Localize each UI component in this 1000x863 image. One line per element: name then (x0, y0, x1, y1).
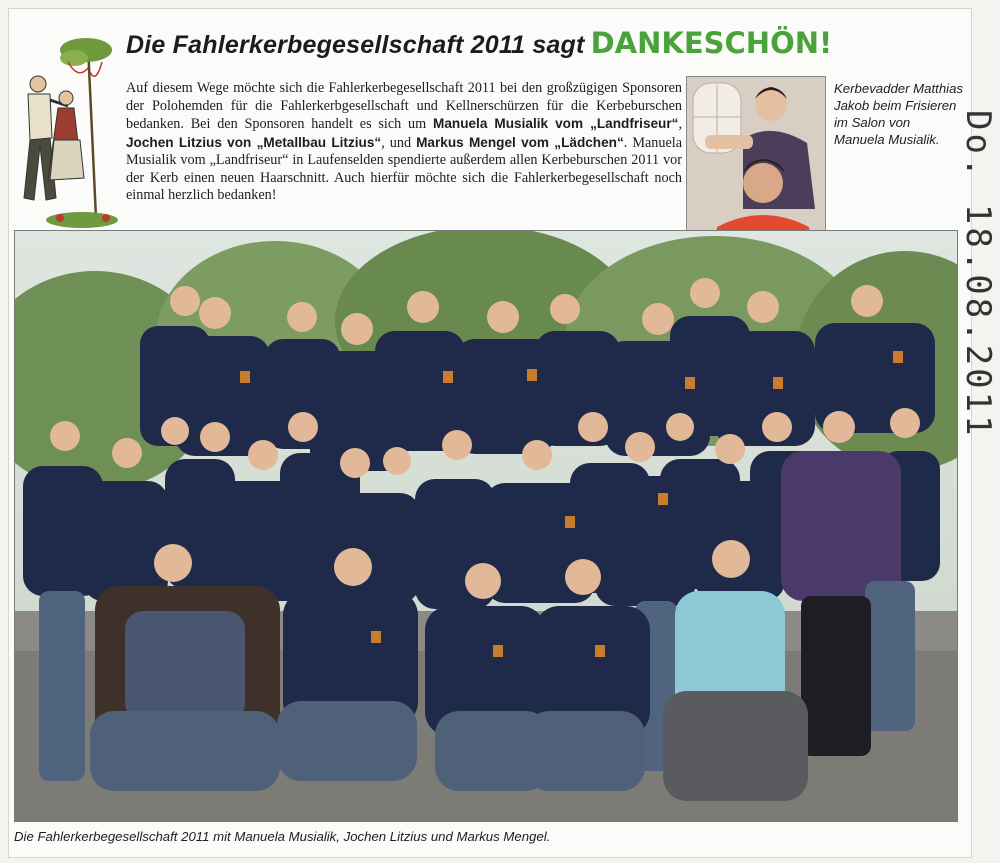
inset-caption: Kerbevadder Matthias Jakob beim Frisieren im Salon von Manuela Musialik. (834, 81, 964, 147)
kerb-dancers-logo (10, 28, 120, 228)
handwritten-date-text: Do. 18.08.2011 (958, 110, 998, 439)
article-rest: . Manuela Musialik vom „Landfriseur“ in Laufenselden spendierte außerdem allen Kerbeburschen 2011 vor der Kerb einen neuen Haarschnitt. Auch hierfür möchte sich die Fahlerkerbegesellschaft noch einmal herzlich bedanken! (126, 134, 682, 203)
handwritten-date (958, 110, 1000, 510)
headline-accent: DANKESCHÖN! (590, 26, 833, 60)
photo-caption: Die Fahlerkerbegesellschaft 2011 mit Manuela Musialik, Jochen Litzius und Markus Mengel. (14, 829, 551, 844)
sponsor-laedchen: Markus Mengel vom „Lädchen“ (416, 134, 624, 150)
separator: , und (381, 134, 417, 151)
sponsor-metallbau: Jochen Litzius von „Metallbau Litzius“ (126, 134, 382, 150)
article-intro: Auf diesem Wege möchte sich die Fahlerkerbegesellschaft 2011 bei den großzügigen Sponsoren der Polohemden für die Fahlerkerbgesellschaft und Kellnerschürzen für die Kerbeburschen bedanken. Bei den Sponsoren handelt es sich um (126, 80, 682, 132)
separator: , (678, 116, 682, 132)
sponsor-landfriseur: Manuela Musialik vom „Landfriseur“ (433, 116, 679, 131)
group-photo (14, 230, 958, 822)
headline-main: Die Fahlerkerbegesellschaft 2011 sagt (126, 31, 585, 59)
headline (126, 26, 966, 70)
article-body (126, 80, 682, 205)
